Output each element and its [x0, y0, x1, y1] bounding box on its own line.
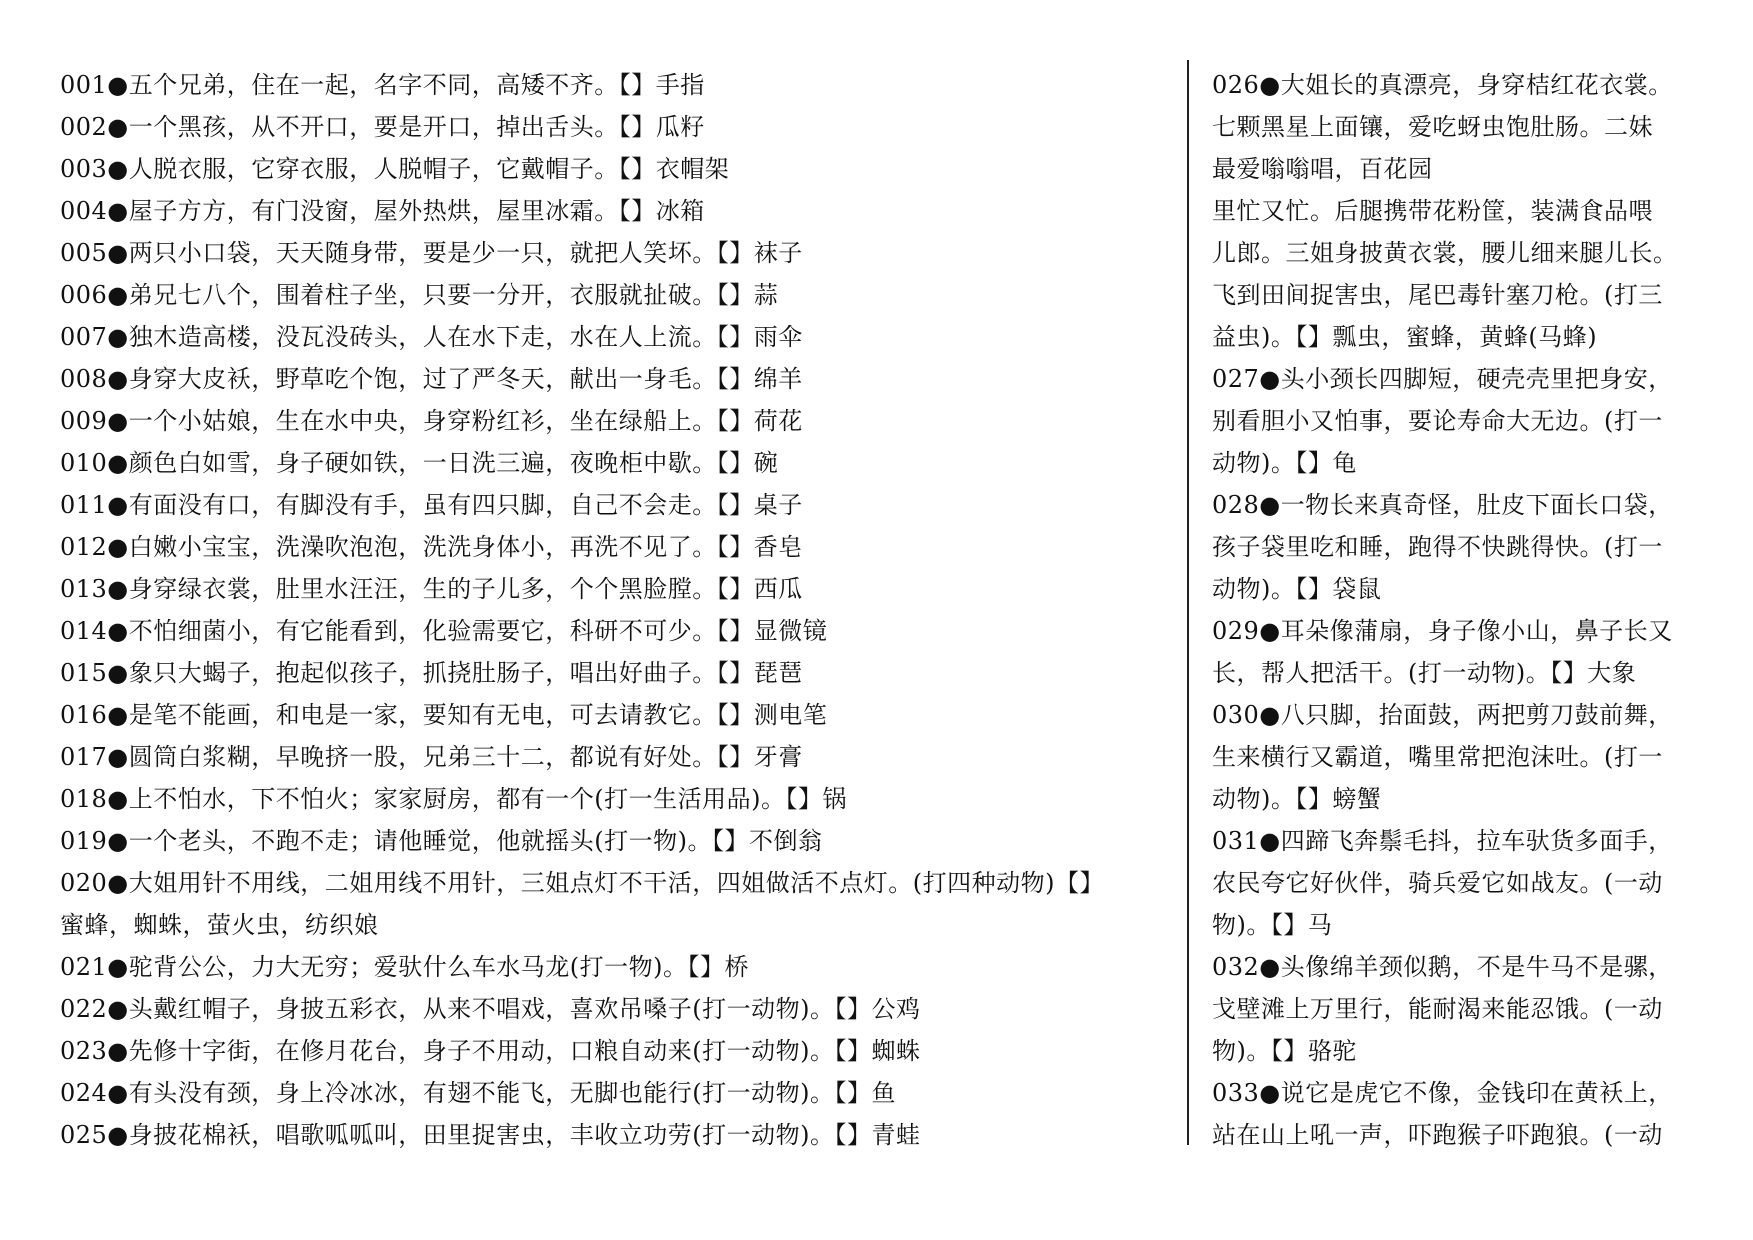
riddle-line: 003●人脱衣服，它穿衣服，人脱帽子，它戴帽子。【】衣帽架 — [60, 155, 730, 183]
riddle-line: 生来横行又霸道，嘴里常把泡沫吐。(打一 — [1212, 743, 1663, 771]
riddle-line: 儿郎。三姐身披黄衣裳，腰儿细来腿儿长。 — [1212, 239, 1678, 267]
riddle-line: 018●上不怕水，下不怕火；家家厨房，都有一个(打一生活用品)。【】锅 — [60, 785, 847, 813]
riddle-line: 动物)。【】龟 — [1212, 449, 1357, 477]
riddle-line: 001●五个兄弟，住在一起，名字不同，高矮不齐。【】手指 — [60, 71, 705, 99]
riddle-line: 益虫)。【】瓢虫，蜜蜂，黄蜂(马蜂) — [1212, 323, 1598, 351]
riddle-line: 013●身穿绿衣裳，肚里水汪汪，生的子儿多，个个黑脸膛。【】西瓜 — [60, 575, 803, 603]
riddle-line: 孩子袋里吃和睡，跑得不快跳得快。(打一 — [1212, 533, 1663, 561]
riddle-line: 011●有面没有口，有脚没有手，虽有四只脚，自己不会走。【】桌子 — [60, 491, 803, 519]
riddle-line: 031●四蹄飞奔鬃毛抖，拉车驮货多面手， — [1212, 827, 1673, 855]
riddle-line: 020●大姐用针不用线，二姐用线不用针，三姐点灯不干活，四姐做活不点灯。(打四种动物)【】 — [60, 869, 1104, 897]
riddle-line: 017●圆筒白浆糊，早晚挤一股，兄弟三十二，都说有好处。【】牙膏 — [60, 743, 803, 771]
riddle-line: 物)。【】骆驼 — [1212, 1037, 1357, 1065]
riddle-line: 026●大姐长的真漂亮，身穿桔红花衣裳。 — [1212, 71, 1673, 99]
riddle-line: 最爱嗡嗡唱，百花园 — [1212, 155, 1433, 183]
riddle-line: 站在山上吼一声，吓跑猴子吓跑狼。(一动 — [1212, 1121, 1663, 1149]
riddle-line: 002●一个黑孩，从不开口，要是开口，掉出舌头。【】瓜籽 — [60, 113, 705, 141]
riddle-line: 010●颜色白如雪，身子硬如铁，一日洗三遍，夜晚柜中歇。【】碗 — [60, 449, 779, 477]
riddle-line: 029●耳朵像蒲扇，身子像小山，鼻子长又 — [1212, 617, 1673, 645]
riddle-line: 030●八只脚，抬面鼓，两把剪刀鼓前舞， — [1212, 701, 1673, 729]
right-column — [1212, 64, 1702, 1156]
riddle-line: 021●驼背公公，力大无穷；爱驮什么车水马龙(打一物)。【】桥 — [60, 953, 749, 981]
riddle-line: 028●一物长来真奇怪，肚皮下面长口袋， — [1212, 491, 1673, 519]
riddle-line: 里忙又忙。后腿携带花粉筐，装满食品喂 — [1212, 197, 1653, 225]
riddle-line: 019●一个老头，不跑不走；请他睡觉，他就摇头(打一物)。【】不倒翁 — [60, 827, 823, 855]
riddle-line: 009●一个小姑娘，生在水中央，身穿粉红衫，坐在绿船上。【】荷花 — [60, 407, 803, 435]
riddle-line: 戈壁滩上万里行，能耐渴来能忍饿。(一动 — [1212, 995, 1663, 1023]
riddle-line: 004●屋子方方，有门没窗，屋外热烘，屋里冰霜。【】冰箱 — [60, 197, 705, 225]
riddle-line: 033●说它是虎它不像，金钱印在黄袄上， — [1212, 1079, 1673, 1107]
riddle-line: 长，帮人把活干。(打一动物)。【】大象 — [1212, 659, 1637, 687]
column-divider — [1187, 60, 1189, 1145]
riddle-line: 016●是笔不能画，和电是一家，要知有无电，可去请教它。【】测电笔 — [60, 701, 828, 729]
riddle-line: 005●两只小口袋，天天随身带，要是少一只，就把人笑坏。【】袜子 — [60, 239, 803, 267]
riddle-line: 012●白嫩小宝宝，洗澡吹泡泡，洗洗身体小，再洗不见了。【】香皂 — [60, 533, 803, 561]
riddle-line: 015●象只大蝎子，抱起似孩子，抓挠肚肠子，唱出好曲子。【】琵琶 — [60, 659, 803, 687]
riddle-line: 蜜蜂，蜘蛛，萤火虫，纺织娘 — [60, 911, 379, 939]
riddle-line: 022●头戴红帽子，身披五彩衣，从来不唱戏，喜欢吊嗓子(打一动物)。【】公鸡 — [60, 995, 921, 1023]
riddle-line: 024●有头没有颈，身上冷冰冰，有翅不能飞，无脚也能行(打一动物)。【】鱼 — [60, 1079, 896, 1107]
riddle-line: 动物)。【】袋鼠 — [1212, 575, 1382, 603]
riddle-line: 025●身披花棉袄，唱歌呱呱叫，田里捉害虫，丰收立功劳(打一动物)。【】青蛙 — [60, 1121, 921, 1149]
riddle-line: 032●头像绵羊颈似鹅，不是牛马不是骡， — [1212, 953, 1673, 981]
riddle-line: 006●弟兄七八个，围着柱子坐，只要一分开，衣服就扯破。【】蒜 — [60, 281, 779, 309]
riddle-line: 物)。【】马 — [1212, 911, 1333, 939]
riddle-line: 七颗黑星上面镶，爱吃蚜虫饱肚肠。二妹 — [1212, 113, 1653, 141]
left-column — [60, 64, 1170, 1156]
riddle-line: 008●身穿大皮袄，野草吃个饱，过了严冬天，献出一身毛。【】绵羊 — [60, 365, 803, 393]
riddle-line: 007●独木造高楼，没瓦没砖头，人在水下走，水在人上流。【】雨伞 — [60, 323, 803, 351]
riddle-line: 别看胆小又怕事，要论寿命大无边。(打一 — [1212, 407, 1663, 435]
riddle-line: 农民夸它好伙伴，骑兵爱它如战友。(一动 — [1212, 869, 1663, 897]
riddle-line: 023●先修十字街，在修月花台，身子不用动，口粮自动来(打一动物)。【】蜘蛛 — [60, 1037, 921, 1065]
riddle-line: 飞到田间捉害虫，尾巴毒针塞刀枪。(打三 — [1212, 281, 1663, 309]
riddle-line: 014●不怕细菌小，有它能看到，化验需要它，科研不可少。【】显微镜 — [60, 617, 828, 645]
riddle-line: 027●头小颈长四脚短，硬壳壳里把身安， — [1212, 365, 1673, 393]
riddle-line: 动物)。【】螃蟹 — [1212, 785, 1382, 813]
